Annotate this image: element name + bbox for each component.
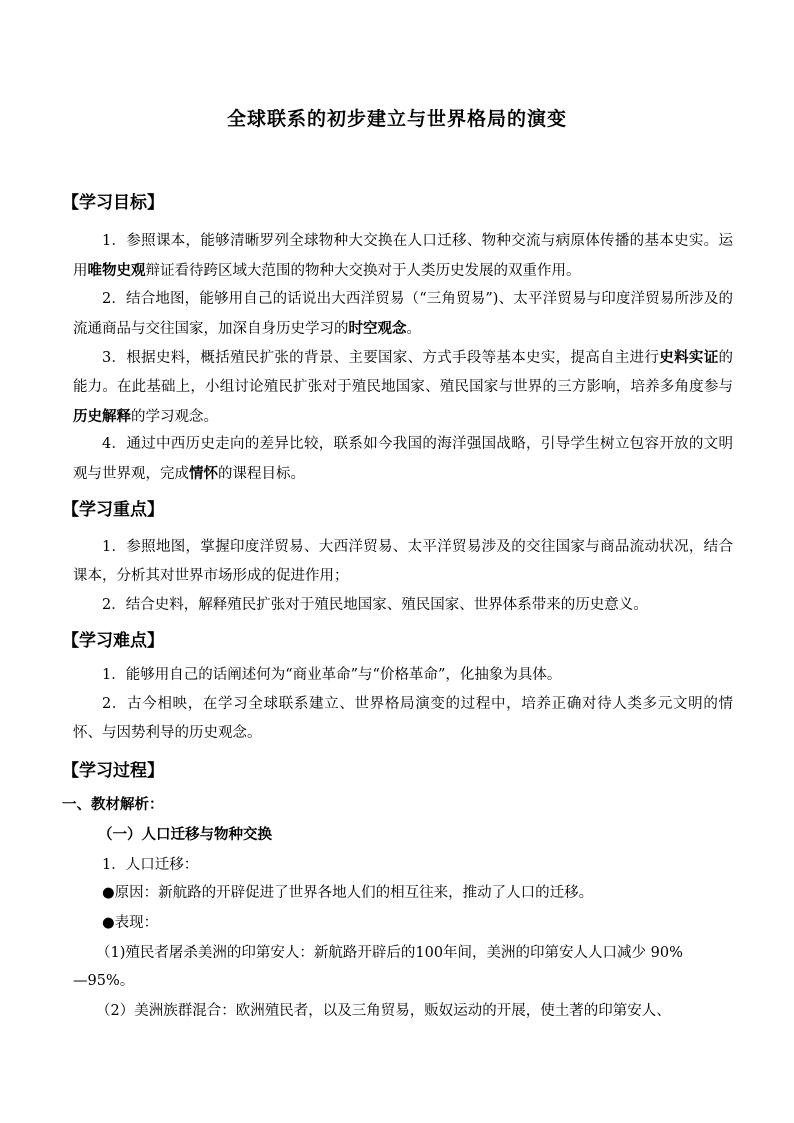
goal-item-4: 4．通过中西历史走向的差异比较，联系如今我国的海洋强国战略，引导学生树立包容开放的文明观与世界观，完成情怀的课程目标。 xyxy=(73,436,733,482)
item-population-migration: 1．人口迁移： xyxy=(102,857,199,873)
section-heading-difficulties: 【学习难点】 xyxy=(62,631,164,651)
paragraph-massacre-cont: —95%。 xyxy=(73,973,135,989)
paragraph-massacre: （1)殖民者屠杀美洲的印第安人：新航路开辟后的100年间，美洲的印第安人人口减少 90% xyxy=(96,945,683,961)
keyword-evidence: 史料实证 xyxy=(659,349,719,366)
paragraph-ethnic-mix: （2）美洲族群混合：欧洲殖民者，以及三角贸易，贩奴运动的开展，使土著的印第安人、 xyxy=(96,1003,671,1019)
bullet-cause: ●原因：新航路的开辟促进了世界各地人们的相互往来，推动了人口的迁移。 xyxy=(102,885,594,901)
key-point-item-2: 2．结合史料，解释殖民扩张对于殖民地国家、殖民国家、世界体系带来的历史意义。 xyxy=(102,597,648,613)
bullet-expression: ●表现： xyxy=(102,915,159,931)
goal-item-3: 3．根据史料，概括殖民扩张的背景、主要国家、方式手段等基本史实，提高自主进行史料实证的能力。在此基础上，小组讨论殖民扩张对于殖民地国家、殖民国家与世界的三方影响，培养多角度参与历史解释的学习观念。 xyxy=(73,349,733,425)
section-heading-goals: 【学习目标】 xyxy=(62,193,164,213)
sub-heading-migration: （一）人口迁移与物种交换 xyxy=(98,826,272,843)
difficulty-item-1: 1．能够用自己的话阐述何为“商业革命”与“价格革命”，化抽象为具体。 xyxy=(102,667,562,683)
goal-item-2: 2．结合地图，能够用自己的话说出大西洋贸易（“三角贸易”)、太平洋贸易与印度洋贸易所涉及的流通商品与交往国家，加深自身历史学习的时空观念。 xyxy=(73,291,733,337)
goal-item-1: 1．参照课本，能够清晰罗列全球物种大交换在人口迁移、物种交流与病原体传播的基本史实。运用唯物史观辩证看待跨区域大范围的物种大交换对于人类历史发展的双重作用。 xyxy=(73,233,733,279)
section-heading-process: 【学习过程】 xyxy=(62,761,164,781)
difficulty-item-2: 2．古今相映，在学习全球联系建立、世界格局演变的过程中，培养正确对待人类多元文明的情怀、与因势利导的历史观念。 xyxy=(73,696,733,741)
page-title: 全球联系的初步建立与世界格局的演变 xyxy=(226,108,567,130)
keyword-materialism: 唯物史观 xyxy=(87,262,146,279)
keyword-spacetime: 时空观念 xyxy=(348,320,407,337)
key-point-item-1: 1．参照地图，掌握印度洋贸易、大西洋贸易、太平洋贸易涉及的交往国家与商品流动状况，结合课本，分析其对世界市场形成的促进作用； xyxy=(73,539,733,584)
section-heading-key-points: 【学习重点】 xyxy=(62,500,164,520)
keyword-interpretation: 历史解释 xyxy=(73,408,131,425)
part-heading-textbook: 一、教材解析： xyxy=(62,796,164,813)
keyword-sentiment: 情怀 xyxy=(189,465,218,482)
